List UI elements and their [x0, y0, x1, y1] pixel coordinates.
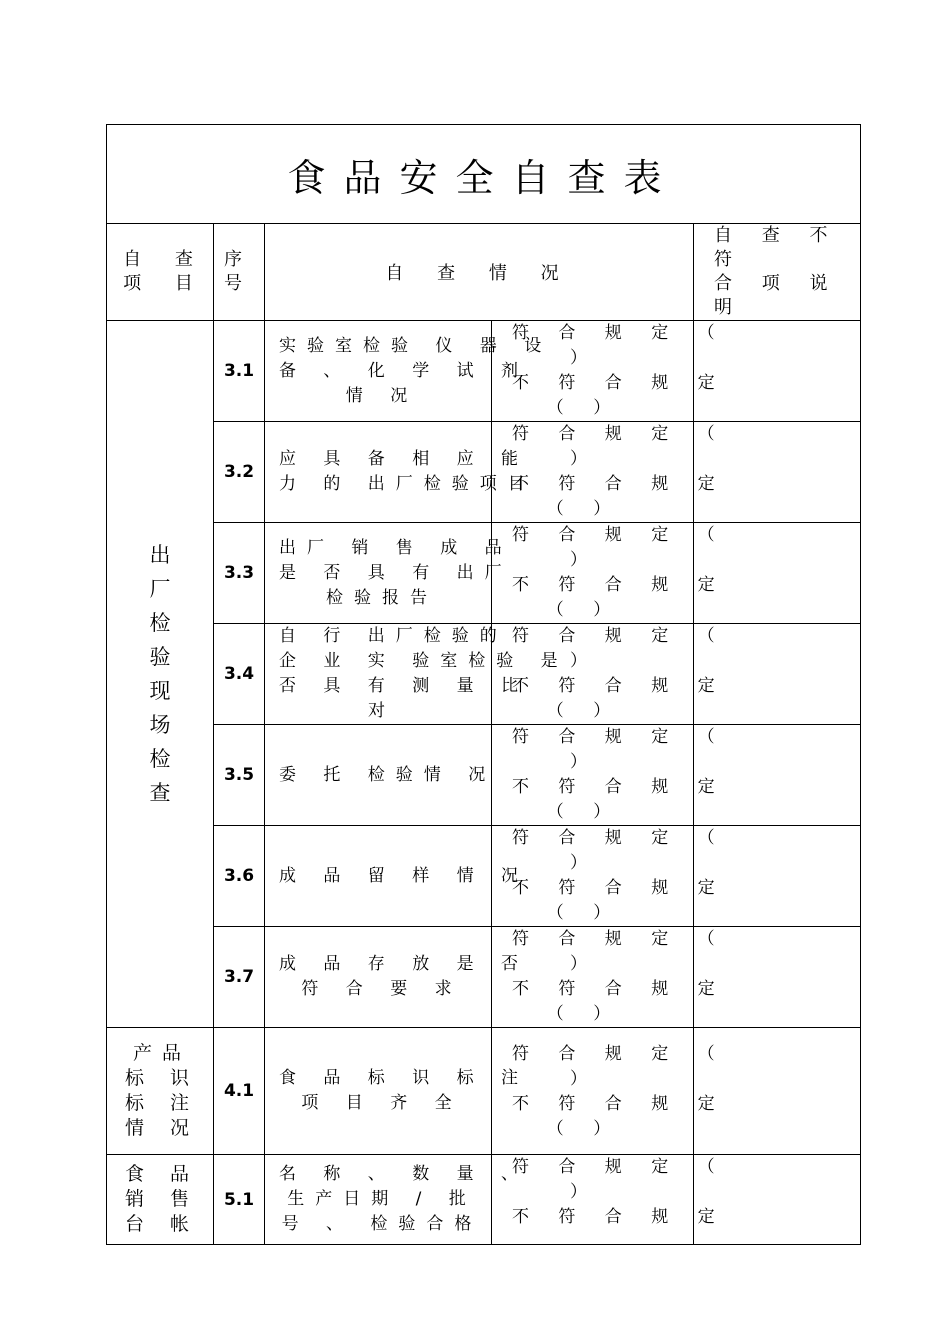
check-item [265, 826, 530, 927]
form-title: 食品安全自查表 [107, 125, 861, 224]
inspection-row [107, 523, 861, 624]
inspection-row [107, 422, 861, 523]
seq-number: 3.4 [214, 624, 265, 725]
seq-number: 4.1 [214, 1028, 265, 1155]
check-item-line: 符 合 要 求 [301, 979, 463, 999]
compliance-status[interactable] [492, 422, 727, 523]
category-text: 验 [149, 645, 171, 669]
status-line3: 不 符 合 规 定 [512, 373, 727, 393]
compliance-status[interactable] [492, 725, 727, 826]
check-item-line: 企 业 实 验室检验 是 [279, 651, 569, 671]
check-item-line: 出厂 销 售 成 品 [279, 537, 513, 558]
check-item-line: 否 具 有 测 量 比 [279, 676, 530, 696]
category-text: 标 识 [124, 1067, 200, 1089]
check-item [265, 1028, 530, 1155]
seq-number: 3.2 [214, 422, 265, 523]
status-line3: 不 符 合 规 定 [512, 474, 727, 494]
check-item-line: 自 行 出厂检验的 [279, 626, 508, 646]
category-text: 查 [149, 781, 171, 805]
status-line1: 符 合 规 定 （ [512, 828, 727, 848]
category-text: 场 [149, 713, 171, 737]
check-item [265, 422, 536, 523]
status-line4: （ ） [546, 600, 623, 620]
category-cell [107, 1028, 214, 1155]
status-line2: ） [570, 1182, 599, 1202]
seq-number: 3.6 [214, 826, 265, 927]
status-line4: （ ） [546, 903, 623, 923]
check-item [265, 1155, 530, 1245]
header-seq-line: 号 [224, 273, 242, 294]
check-item-line: 成 品 留 样 情 况 [279, 865, 530, 886]
check-item-line: 项 目 齐 全 [301, 1093, 463, 1113]
status-line4: （ ） [546, 1119, 623, 1139]
category-text: 检 [149, 747, 171, 771]
check-item-line: 生产日期 / 批 [287, 1189, 477, 1209]
inspection-row [107, 927, 861, 1028]
status-line1: 符 合 规 定 （ [512, 525, 727, 545]
inspection-row [107, 1155, 861, 1245]
status-line2: ） [570, 752, 599, 772]
check-item-line: 实验室检验 仪 器 设 [279, 335, 553, 356]
category-text: 台 帐 [124, 1213, 200, 1235]
inspection-row [107, 624, 861, 725]
category-text: 厂 [149, 577, 171, 601]
category-text: 销 售 [124, 1188, 200, 1210]
status-line1: 符 合 规 定 （ [512, 1044, 727, 1064]
status-line1: 符 合 规 定 （ [512, 323, 727, 343]
seq-number: 3.3 [214, 523, 265, 624]
status-line2: ） [570, 449, 599, 469]
seq-number: 5.1 [214, 1155, 265, 1245]
header-category [107, 224, 214, 321]
check-item [265, 321, 553, 422]
check-item [265, 725, 497, 826]
status-line3: 不 符 合 规 定 [512, 1207, 727, 1227]
status-line4: （ ） [546, 1004, 623, 1024]
inspection-table [106, 124, 861, 1245]
status-line2: ） [570, 954, 599, 974]
check-item-line: 备 、 化 学 试 剂 [279, 360, 530, 381]
compliance-status[interactable] [492, 321, 727, 422]
status-line4: （ ） [546, 802, 623, 822]
category-text: 标 注 [124, 1092, 200, 1114]
check-item-line: 食 品 标 识 标 注 [279, 1068, 530, 1088]
status-line4: （ ） [546, 701, 623, 721]
category-cell [107, 1155, 214, 1245]
inspection-row [107, 321, 861, 422]
status-line2: ） [570, 348, 599, 368]
seq-number: 3.1 [214, 321, 265, 422]
category-text: 情 况 [124, 1117, 200, 1139]
status-line2: ） [570, 1069, 599, 1089]
compliance-status[interactable] [492, 624, 727, 725]
check-item-line: 名 称 、 数 量 、 [279, 1164, 530, 1184]
status-line1: 符 合 规 定 （ [512, 727, 727, 747]
status-line3: 不 符 合 规 定 [512, 676, 727, 696]
header-row [107, 224, 861, 321]
status-line2: ） [570, 651, 599, 671]
category-text: 出 [149, 543, 171, 567]
seq-number: 3.5 [214, 725, 265, 826]
check-item-line: 情 况 [345, 385, 419, 406]
category-text: 检 [149, 611, 171, 635]
check-item-line: 成 品 存 放 是 否 [279, 954, 530, 974]
status-line3: 不 符 合 规 定 [512, 1094, 727, 1114]
seq-number: 3.7 [214, 927, 265, 1028]
check-item [265, 523, 513, 624]
check-item-line: 是 否 具 有 出厂 [279, 562, 513, 583]
status-line1: 符 合 规 定 （ [512, 1157, 727, 1177]
status-line3: 不 符 合 规 定 [512, 878, 727, 898]
check-item-line: 检验报告 [326, 587, 438, 608]
check-item-line: 对 [368, 701, 396, 721]
status-line1: 符 合 规 定 （ [512, 424, 727, 444]
check-item-line: 力 的 出厂检验项目 [279, 474, 536, 494]
header-note-line: 自 查 不 符 [714, 225, 840, 270]
status-line3: 不 符 合 规 定 [512, 979, 727, 999]
header-seq [214, 224, 265, 321]
header-category-line: 自 查 [123, 249, 207, 270]
inspection-row [107, 826, 861, 927]
check-item [265, 927, 530, 1028]
category-cell [107, 321, 214, 1028]
status-line1: 符 合 规 定 （ [512, 929, 727, 949]
status-line2: ） [570, 550, 599, 570]
status-line1: 符 合 规 定 （ [512, 626, 727, 646]
header-category-line: 项 目 [123, 273, 207, 294]
inspection-row [107, 725, 861, 826]
status-line4: （ ） [546, 398, 623, 418]
header-note [694, 224, 861, 321]
compliance-status[interactable] [492, 523, 727, 624]
status-line3: 不 符 合 规 定 [512, 575, 727, 595]
status-line3: 不 符 合 规 定 [512, 777, 727, 797]
check-item-line: 应 具 备 相 应 能 [279, 449, 530, 469]
header-note-line: 合 项 说 明 [714, 273, 840, 318]
check-item-line: 号 、 检验合格 [281, 1214, 483, 1234]
self-inspection-form [106, 124, 860, 1235]
category-text: 食 品 [124, 1163, 200, 1185]
header-situation: 自 查 情 况 [265, 224, 694, 321]
compliance-status[interactable] [492, 927, 727, 1028]
compliance-status[interactable] [492, 826, 727, 927]
status-line2: ） [570, 853, 599, 873]
compliance-status[interactable] [492, 1028, 727, 1155]
status-line4: （ ） [546, 499, 623, 519]
compliance-status[interactable] [492, 1155, 727, 1245]
category-text: 产品 [132, 1042, 191, 1064]
check-item [265, 624, 569, 725]
header-seq-line: 序 [224, 249, 242, 270]
inspection-row [107, 1028, 861, 1155]
category-text: 现 [149, 679, 171, 703]
check-item-line: 委 托 检验情 况 [279, 764, 497, 785]
